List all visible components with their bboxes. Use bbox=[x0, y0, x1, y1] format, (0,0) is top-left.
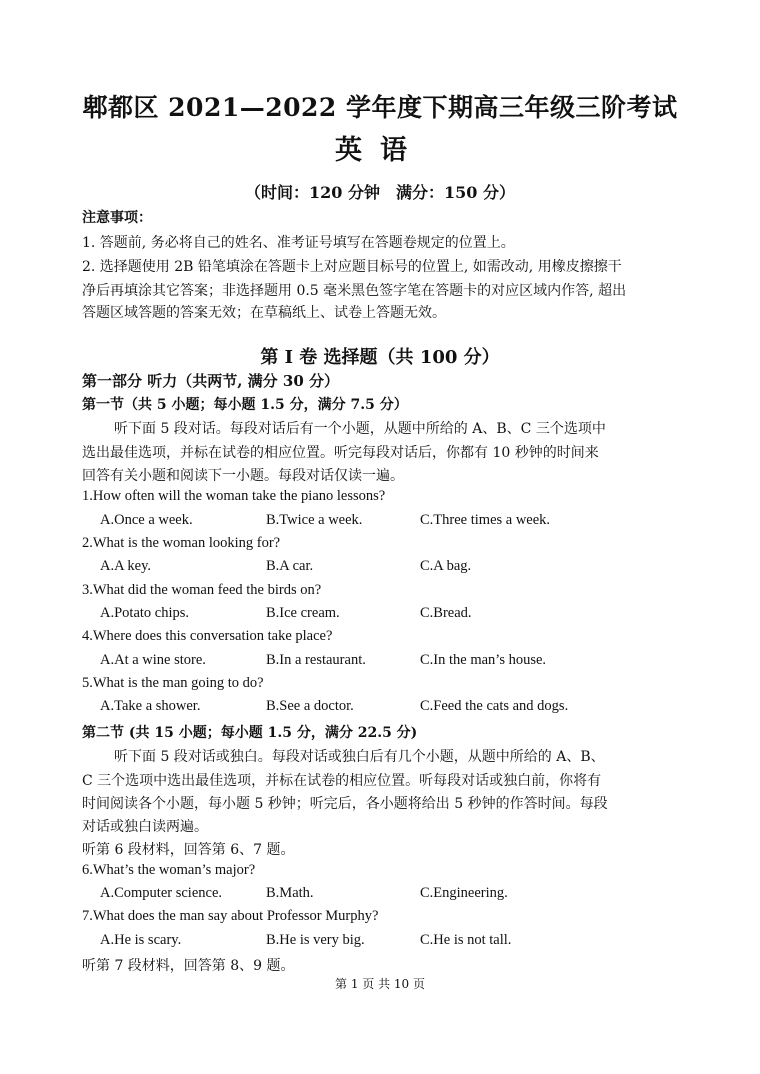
question-7-option-c: C.He is not tall. bbox=[420, 932, 512, 948]
time-score: （时间：120 分钟 满分：150 分） bbox=[245, 183, 515, 202]
question-6-option-c: C.Engineering. bbox=[420, 885, 508, 901]
question-4-option-a: A.At a wine store. bbox=[100, 652, 206, 668]
section-title: 第 I 卷 选择题（共 100 分） bbox=[260, 347, 500, 368]
subsection-1-intro-line-3: 回答有关小题和阅读下一小题。每段对话仅读一遍。 bbox=[82, 468, 404, 484]
question-5: 5.What is the man going to do? bbox=[82, 675, 264, 691]
question-6-option-a: A.Computer science. bbox=[100, 885, 223, 901]
question-5-option-a: A.Take a shower. bbox=[100, 698, 201, 714]
subsection-2-intro-line-1: 听下面 5 段对话或独白。每段对话或独白后有几个小题，从题中所给的 A、B、 bbox=[114, 749, 605, 765]
notice-item-2-line-2: 净后再填涂其它答案；非选择题用 0.5 毫米黑色签字笔在答题卡的对应区域内作答, 超出 bbox=[82, 283, 627, 299]
question-1: 1.How often will the woman take the piano lessons? bbox=[82, 488, 386, 504]
question-5-option-c: C.Feed the cats and dogs. bbox=[420, 698, 569, 714]
question-6: 6.What’s the woman’s major? bbox=[82, 862, 256, 878]
subsection-1-intro-line-2: 选出最佳选项，并标在试卷的相应位置。听完每段对话后，你都有 10 秒钟的时间来 bbox=[82, 445, 599, 461]
question-3-option-a: A.Potato chips. bbox=[100, 605, 190, 621]
subsection-2-intro-line-2: C 三个选项中选出最佳选项，并标在试卷的相应位置。听每段对话或独白前，你将有 bbox=[82, 773, 602, 789]
question-5-option-b: B.See a doctor. bbox=[266, 698, 354, 714]
question-1-option-c: C.Three times a week. bbox=[420, 512, 551, 528]
material-6-instruction: 听第 6 段材料，回答第 6、7 题。 bbox=[82, 842, 295, 858]
subsection-2-intro-line-3: 时间阅读各个小题，每小题 5 秒钟；听完后，各小题将给出 5 秒钟的作答时间。每段 bbox=[82, 796, 608, 812]
question-1-option-a: A.Once a week. bbox=[100, 512, 193, 528]
material-7-instruction: 听第 7 段材料，回答第 8、9 题。 bbox=[82, 958, 295, 974]
question-7: 7.What does the man say about Professor Murphy? bbox=[82, 908, 379, 924]
subsection-1-heading: 第一节（共 5 小题；每小题 1.5 分，满分 7.5 分） bbox=[82, 397, 408, 413]
subject-title: 英语 bbox=[335, 135, 425, 166]
page-indicator: 第 1 页 共 10 页 bbox=[335, 977, 425, 991]
notice-item-2-line-3: 答题区域答题的答案无效；在草稿纸上、试卷上答题无效。 bbox=[82, 305, 446, 321]
exam-title: 郫都区 2021—2022 学年度下期高三年级三阶考试 bbox=[82, 93, 678, 122]
notice-item-2-line-1: 2. 选择题使用 2B 铅笔填涂在答题卡上对应题目标号的位置上, 如需改动, 用橡皮擦擦干 bbox=[82, 259, 622, 275]
question-4-option-c: C.In the man’s house. bbox=[420, 652, 547, 668]
question-3-option-c: C.Bread. bbox=[420, 605, 472, 621]
question-7-option-b: B.He is very big. bbox=[266, 932, 365, 948]
subsection-1-intro-line-1: 听下面 5 段对话。每段对话后有一个小题，从题中所给的 A、B、C 三个选项中 bbox=[114, 421, 606, 437]
question-3: 3.What did the woman feed the birds on? bbox=[82, 582, 322, 598]
question-2-option-a: A.A key. bbox=[100, 558, 152, 574]
notice-heading: 注意事项： bbox=[82, 210, 152, 226]
question-3-option-b: B.Ice cream. bbox=[266, 605, 340, 621]
question-6-option-b: B.Math. bbox=[266, 885, 314, 901]
question-4: 4.Where does this conversation take place? bbox=[82, 628, 333, 644]
subsection-2-intro-line-4: 对话或独白读两遍。 bbox=[82, 819, 208, 835]
question-7-option-a: A.He is scary. bbox=[100, 932, 182, 948]
part-heading: 第一部分 听力（共两节, 满分 30 分） bbox=[82, 372, 339, 390]
subsection-2-heading: 第二节 (共 15 小题；每小题 1.5 分，满分 22.5 分) bbox=[82, 725, 418, 741]
question-2-option-b: B.A car. bbox=[266, 558, 314, 574]
question-4-option-b: B.In a restaurant. bbox=[266, 652, 366, 668]
question-2-option-c: C.A bag. bbox=[420, 558, 472, 574]
question-1-option-b: B.Twice a week. bbox=[266, 512, 363, 528]
question-2: 2.What is the woman looking for? bbox=[82, 535, 281, 551]
notice-item-1: 1. 答题前, 务必将自己的姓名、准考证号填写在答题卷规定的位置上。 bbox=[82, 235, 515, 251]
